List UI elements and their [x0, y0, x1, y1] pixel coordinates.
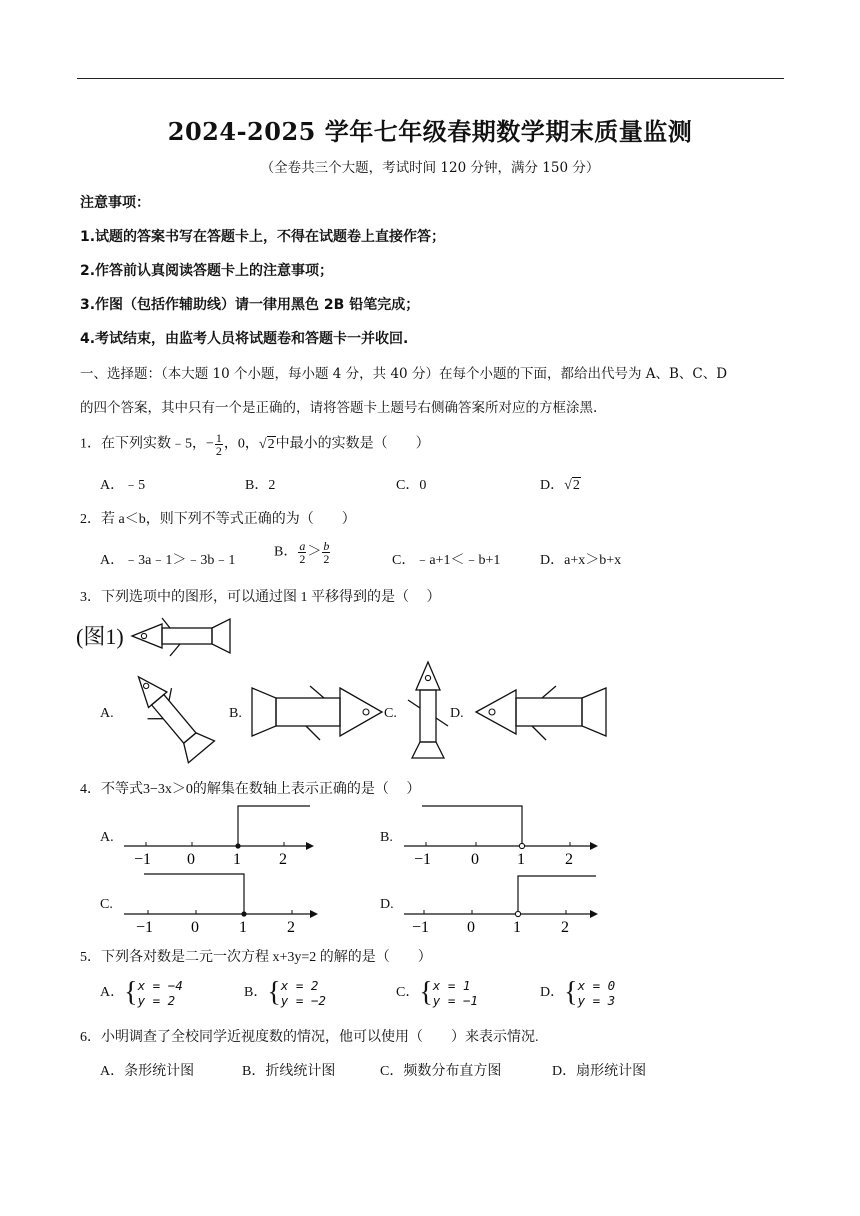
brace-icon: {	[267, 977, 281, 1008]
q1-option-d-sqrt	[564, 478, 581, 494]
q5-d-eq2: y = 3	[577, 993, 616, 1008]
q2-frac-a	[298, 540, 306, 565]
q5-option-c-label: C．	[396, 985, 420, 1001]
q3-figure-label: (图1)	[76, 624, 124, 649]
q3-option-c-figure[interactable]	[404, 660, 452, 762]
tick-label: 2	[287, 919, 295, 936]
q2-option-c[interactable]: C．﹣a+1＜﹣b+1	[392, 553, 501, 568]
q5-option-a[interactable]	[100, 978, 183, 1008]
q2-option-b-label: B．	[274, 544, 298, 560]
q1-option-b[interactable]: B．2	[245, 478, 276, 493]
q5-b-eq2: y = −2	[280, 993, 326, 1008]
tick-label: 2	[565, 851, 573, 868]
sqrt-icon: √	[258, 436, 267, 452]
section1-intro-line2: 的四个答案，其中只有一个是正确的，请将答题卡上题号右侧确答案所对应的方框涂黑.	[80, 400, 598, 416]
q5-option-c[interactable]	[396, 978, 478, 1008]
q2-frac-b	[322, 540, 330, 565]
tick-label: −1	[134, 851, 152, 868]
q4-option-b-numberline[interactable]	[400, 802, 604, 868]
section1-intro-line1: 一、选择题：（本大题 10 个小题，每小题 4 分，共 40 分）在每个小题的下面，都给出代号为 A、B、C、D	[80, 366, 728, 382]
q2-option-b[interactable]	[274, 540, 331, 565]
q5-option-d[interactable]	[540, 978, 615, 1008]
q4-option-c-numberline[interactable]	[120, 870, 324, 936]
note-item-1: 1.试题的答案书写在答题卡上，不得在试题卷上直接作答；	[80, 229, 446, 245]
q2-frac-b-num: b	[323, 539, 330, 553]
q1-stem-b: ，0，	[223, 436, 259, 452]
notes-heading: 注意事项：	[80, 195, 150, 211]
q4-option-a-numberline[interactable]	[120, 802, 320, 868]
q5-d-eq1: x = 0	[577, 978, 616, 993]
q5-b-eq1: x = 2	[280, 978, 319, 993]
q5-c-eq1: x = 1	[432, 978, 471, 993]
q1-option-d-rad: 2	[572, 478, 580, 493]
q2-frac-b-den: 2	[323, 552, 330, 566]
tick-label: 0	[187, 851, 195, 868]
q6-stem: 6．小明调查了全校同学近视度数的情况，他可以使用（ ）来表示情况.	[80, 1030, 539, 1045]
q5-option-b-system	[281, 978, 326, 1008]
q1-frac-sign: −	[206, 436, 214, 452]
q2-frac-a-num: a	[299, 539, 306, 553]
q3-option-a-label[interactable]: A.	[100, 706, 114, 721]
q1-sqrt-rad: 2	[267, 436, 275, 452]
note-item-4: 4.考试结束，由监考人员将试题卷和答题卡一并收回.	[80, 331, 409, 347]
q1-sqrt	[259, 437, 276, 453]
q2-option-a[interactable]: A．﹣3a﹣1＞﹣3b﹣1	[100, 553, 236, 568]
tick-label: 1	[513, 919, 521, 936]
q3-option-a-figure[interactable]	[116, 656, 220, 766]
q3-option-b-label[interactable]: B.	[229, 706, 242, 721]
q1-option-d-label: D．	[540, 478, 565, 493]
q3-stem: 3．下列选项中的图形，可以通过图 1 平移得到的是（ ）	[80, 590, 441, 605]
q5-option-a-label: A．	[100, 985, 125, 1001]
note-item-2: 2.作答前认真阅读答题卡上的注意事项；	[80, 263, 334, 279]
sqrt-icon: √	[564, 478, 572, 493]
q5-c-eq2: y = −1	[432, 993, 478, 1008]
tick-label: −1	[414, 851, 432, 868]
q3-option-b-figure[interactable]	[248, 682, 388, 742]
q5-a-eq2: y = 2	[137, 993, 176, 1008]
q1-option-a[interactable]: A．﹣5	[100, 478, 146, 493]
note-item-3: 3.作图（包括作辅助线）请一律用黑色 2B 铅笔完成；	[80, 297, 420, 313]
tick-label: 2	[561, 919, 569, 936]
q4-option-b-label[interactable]: B.	[380, 830, 393, 845]
q4-option-d-label[interactable]: D.	[380, 897, 394, 912]
tick-label: 0	[191, 919, 199, 936]
q1-fraction	[215, 432, 223, 457]
q5-stem: 5．下列各对数是二元一次方程 x+3y=2 的解的是（ ）	[80, 950, 432, 965]
brace-icon: {	[419, 977, 433, 1008]
q5-option-d-label: D．	[540, 985, 565, 1001]
q5-option-b[interactable]	[244, 978, 326, 1008]
q6-option-d[interactable]: D．扇形统计图	[552, 1064, 647, 1079]
brace-icon: {	[564, 977, 578, 1008]
q1-option-d[interactable]	[540, 474, 581, 494]
tick-label: −1	[136, 919, 154, 936]
q1-option-c[interactable]: C．0	[396, 478, 427, 493]
q2-frac-a-den: 2	[299, 552, 306, 566]
q4-option-d-numberline[interactable]	[400, 870, 604, 936]
page-subtitle: （全卷共三个大题，考试时间 120 分钟，满分 150 分）	[260, 160, 600, 176]
tick-label: 1	[233, 851, 241, 868]
q4-option-c-label[interactable]: C.	[100, 897, 113, 912]
q3-option-d-label[interactable]: D.	[450, 706, 464, 721]
tick-label: −1	[412, 919, 430, 936]
header-rule	[77, 78, 784, 79]
q3-option-d-figure[interactable]	[470, 682, 612, 742]
q2-option-d[interactable]: D．a+x＞b+x	[540, 553, 622, 568]
tick-label: 1	[517, 851, 525, 868]
tick-label: 0	[467, 919, 475, 936]
q1-stem	[80, 432, 430, 457]
tick-label: 1	[239, 919, 247, 936]
q6-option-b[interactable]: B．折线统计图	[242, 1064, 336, 1079]
q1-stem-a: 1．在下列实数﹣5，	[80, 436, 206, 452]
q5-option-a-system	[138, 978, 183, 1008]
q5-option-b-label: B．	[244, 985, 268, 1001]
q5-a-eq1: x = −4	[137, 978, 183, 993]
q5-option-c-system	[433, 978, 478, 1008]
q3-option-c-label[interactable]: C.	[384, 706, 397, 721]
q2-stem: 2．若 a＜b，则下列不等式正确的为（ ）	[80, 512, 356, 527]
q4-stem: 4．不等式3−3x＞0的解集在数轴上表示正确的是（ ）	[80, 782, 421, 797]
q1-frac-num: 1	[215, 431, 222, 445]
tick-label: 0	[471, 851, 479, 868]
q6-option-a[interactable]: A．条形统计图	[100, 1064, 195, 1079]
q5-option-d-system	[578, 978, 616, 1008]
q6-option-c[interactable]: C．频数分布直方图	[380, 1064, 502, 1079]
q2-option-b-op: ＞	[307, 544, 322, 560]
q1-stem-c: 中最小的实数是（ ）	[275, 436, 430, 452]
q1-frac-den: 2	[215, 444, 222, 458]
tick-label: 2	[279, 851, 287, 868]
page-title: 2024-2025 学年七年级春期数学期末质量监测	[167, 117, 693, 146]
brace-icon: {	[124, 977, 138, 1008]
q4-option-a-label[interactable]: A.	[100, 830, 114, 845]
